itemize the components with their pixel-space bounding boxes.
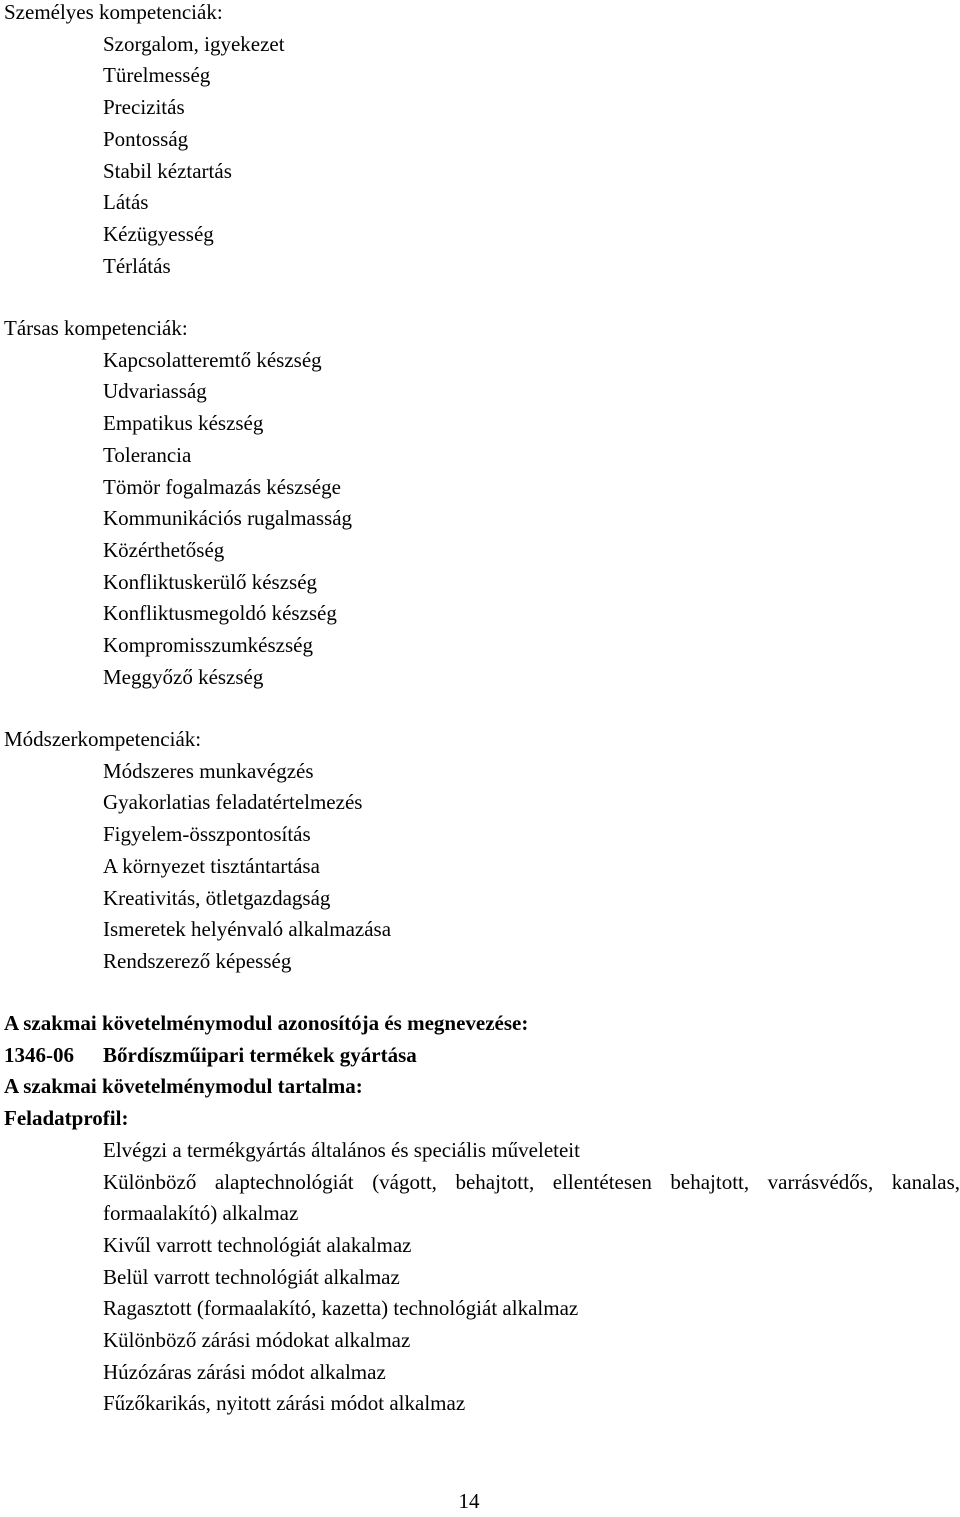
task-list bbox=[4, 1135, 960, 1420]
list-item: A környezet tisztántartása bbox=[103, 853, 320, 878]
method-competencies-section bbox=[4, 724, 960, 978]
list-item: Stabil kéztartás bbox=[103, 158, 232, 183]
list-item: Figyelem-összpontosítás bbox=[103, 822, 311, 847]
list-item: Tolerancia bbox=[103, 442, 192, 467]
module-code: 1346-06 bbox=[4, 1042, 74, 1067]
personal-competencies-heading: Személyes kompetenciák: bbox=[4, 0, 223, 24]
list-item: Különböző zárási módokat alkalmaz bbox=[103, 1328, 411, 1353]
list-item: Módszeres munkavégzés bbox=[103, 758, 314, 783]
list-item: Gyakorlatias feladatértelmezés bbox=[103, 790, 363, 815]
method-competencies-list bbox=[4, 756, 960, 978]
list-item: Konfliktuskerülő készség bbox=[103, 569, 318, 594]
personal-competencies-list bbox=[4, 29, 960, 283]
list-item: Térlátás bbox=[103, 253, 171, 278]
list-item: Elvégzi a termékgyártás általános és speciális műveleteit bbox=[103, 1137, 580, 1162]
list-item: Precizitás bbox=[103, 95, 185, 120]
list-item: Tömör fogalmazás készsége bbox=[103, 474, 341, 499]
module-title bbox=[4, 1040, 960, 1072]
list-item: Különböző alaptechnológiát (vágott, behajtott, ellentétesen behajtott, varrásvédős, kanalas, formaalakító) alkalmaz bbox=[103, 1169, 960, 1226]
list-item: Türelmesség bbox=[103, 63, 211, 88]
list-item: Kreativitás, ötletgazdagság bbox=[103, 885, 331, 910]
list-item: Ismeretek helyénvaló alkalmazása bbox=[103, 917, 392, 942]
list-item: Belül varrott technológiát alkalmaz bbox=[103, 1264, 400, 1289]
list-item: Húzózáras zárási módot alkalmaz bbox=[103, 1359, 386, 1384]
list-item: Pontosság bbox=[103, 126, 189, 151]
list-item: Kivűl varrott technológiát alakalmaz bbox=[103, 1232, 412, 1257]
task-profile-heading: Feladatprofil: bbox=[4, 1106, 129, 1131]
module-name: Bőrdíszműipari termékek gyártása bbox=[103, 1042, 417, 1067]
list-item: Ragasztott (formaalakító, kazetta) technológiát alkalmaz bbox=[103, 1296, 579, 1321]
list-item: Kézügyesség bbox=[103, 221, 214, 246]
list-item: Kapcsolatteremtő készség bbox=[103, 347, 322, 372]
module-section bbox=[4, 1008, 960, 1420]
list-item: Empatikus készség bbox=[103, 411, 264, 436]
list-item: Kompromisszumkészség bbox=[103, 633, 313, 658]
social-competencies-heading: Társas kompetenciák: bbox=[4, 316, 188, 340]
page-number: 14 bbox=[458, 1489, 480, 1513]
list-item: Konfliktusmegoldó készség bbox=[103, 601, 337, 626]
list-item: Kommunikációs rugalmasság bbox=[103, 506, 353, 531]
list-item: Udvariasság bbox=[103, 379, 207, 404]
module-id-heading: A szakmai követelménymodul azonosítója és megnevezése: bbox=[4, 1011, 529, 1035]
list-item: Szorgalom, igyekezet bbox=[103, 31, 285, 56]
list-item: Meggyőző készség bbox=[103, 664, 264, 689]
social-competencies-list bbox=[4, 345, 960, 694]
social-competencies-section bbox=[4, 313, 960, 693]
list-item: Látás bbox=[103, 190, 149, 215]
module-content-heading: A szakmai követelménymodul tartalma: bbox=[4, 1074, 363, 1099]
list-item: Rendszerező képesség bbox=[103, 948, 292, 973]
personal-competencies-section bbox=[4, 0, 960, 282]
method-competencies-heading: Módszerkompetenciák: bbox=[4, 727, 202, 751]
list-item: Fűzőkarikás, nyitott zárási módot alkalmaz bbox=[103, 1391, 466, 1416]
list-item: Közérthetőség bbox=[103, 537, 225, 562]
